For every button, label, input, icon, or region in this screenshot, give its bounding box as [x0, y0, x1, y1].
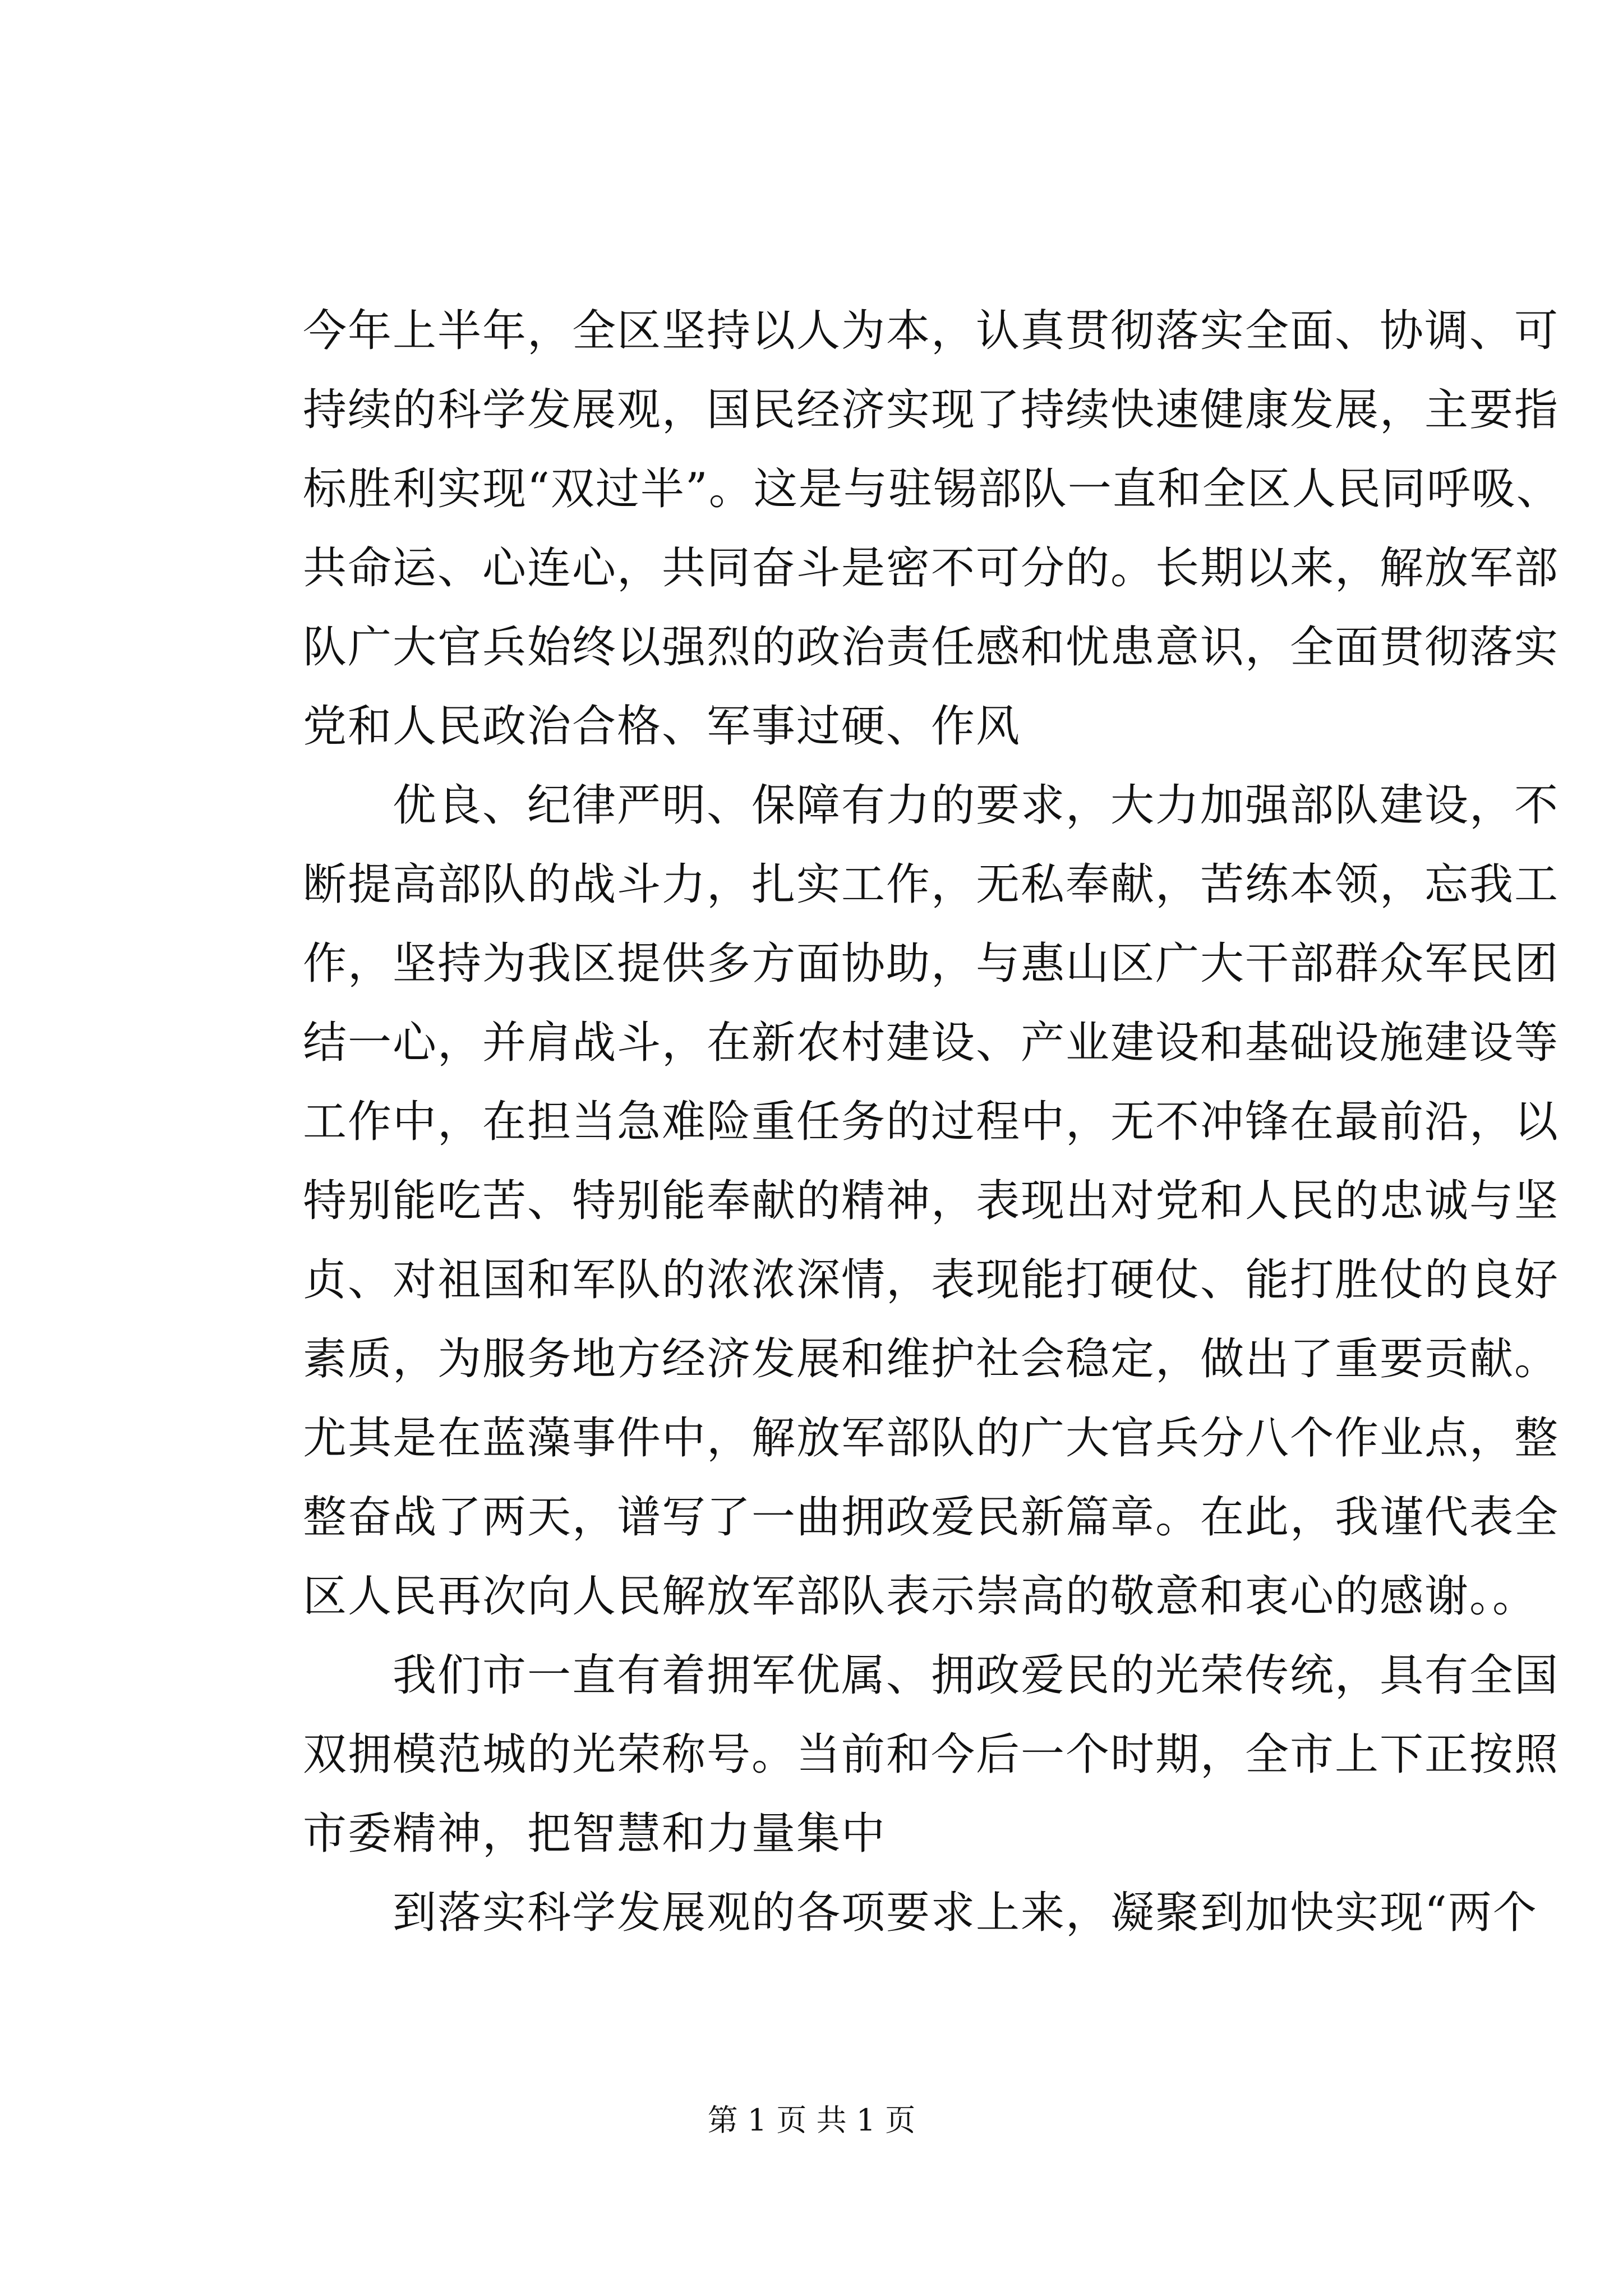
text-line: 我们市一直有着拥军优属、拥政爱民的光荣传统，具有全国	[393, 1650, 1560, 1701]
text-line: 党和人民政治合格、军事过硬、作风	[303, 701, 1021, 752]
document-body	[303, 292, 1561, 1953]
text-line: 结一心，并肩战斗，在新农村建设、产业建设和基础设施建设等	[303, 1018, 1560, 1068]
text-line: 共命运、心连心，共同奋斗是密不可分的。长期以来，解放军部	[303, 543, 1560, 593]
text-line: 标胜利实现“双过半”。这是与驻锡部队一直和全区人民同呼吸、	[303, 464, 1561, 514]
text-line: 双拥模范城的光荣称号。当前和今后一个时期，全市上下正按照	[303, 1729, 1560, 1780]
text-line: 特别能吃苦、特别能奉献的精神，表现出对党和人民的忠诚与坚	[303, 1176, 1560, 1226]
text-line: 素质，为服务地方经济发展和维护社会稳定，做出了重要贡献。	[303, 1334, 1560, 1384]
text-line: 到落实科学发展观的各项要求上来，凝聚到加快实现“两个	[393, 1888, 1538, 1938]
text-line: 尤其是在蓝藻事件中，解放军部队的广大官兵分八个作业点，整	[303, 1413, 1560, 1464]
text-line: 今年上半年，全区坚持以人为本，认真贯彻落实全面、协调、可	[303, 306, 1560, 356]
text-line: 持续的科学发展观，国民经济实现了持续快速健康发展，主要指	[303, 385, 1560, 435]
text-line: 队广大官兵始终以强烈的政治责任感和忧患意识，全面贯彻落实	[303, 622, 1560, 673]
text-line: 市委精神，把智慧和力量集中	[303, 1809, 887, 1859]
text-line: 作，坚持为我区提供多方面协助，与惠山区广大干部群众军民团	[303, 938, 1560, 989]
text-line: 贞、对祖国和军队的浓浓深情，表现能打硬仗、能打胜仗的良好	[303, 1255, 1560, 1305]
text-line: 优良、纪律严明、保障有力的要求，大力加强部队建设，不	[393, 780, 1560, 831]
page-footer: 第 1 页 共 1 页	[707, 2102, 916, 2138]
text-line: 断提高部队的战斗力，扎实工作，无私奉献，苦练本领，忘我工	[303, 859, 1560, 910]
text-line: 工作中，在担当急难险重任务的过程中，无不冲锋在最前沿，以	[303, 1097, 1560, 1147]
text-line: 整奋战了两天，谱写了一曲拥政爱民新篇章。在此，我谨代表全	[303, 1492, 1560, 1543]
text-line: 区人民再次向人民解放军部队表示崇高的敬意和衷心的感谢。。	[303, 1571, 1538, 1622]
